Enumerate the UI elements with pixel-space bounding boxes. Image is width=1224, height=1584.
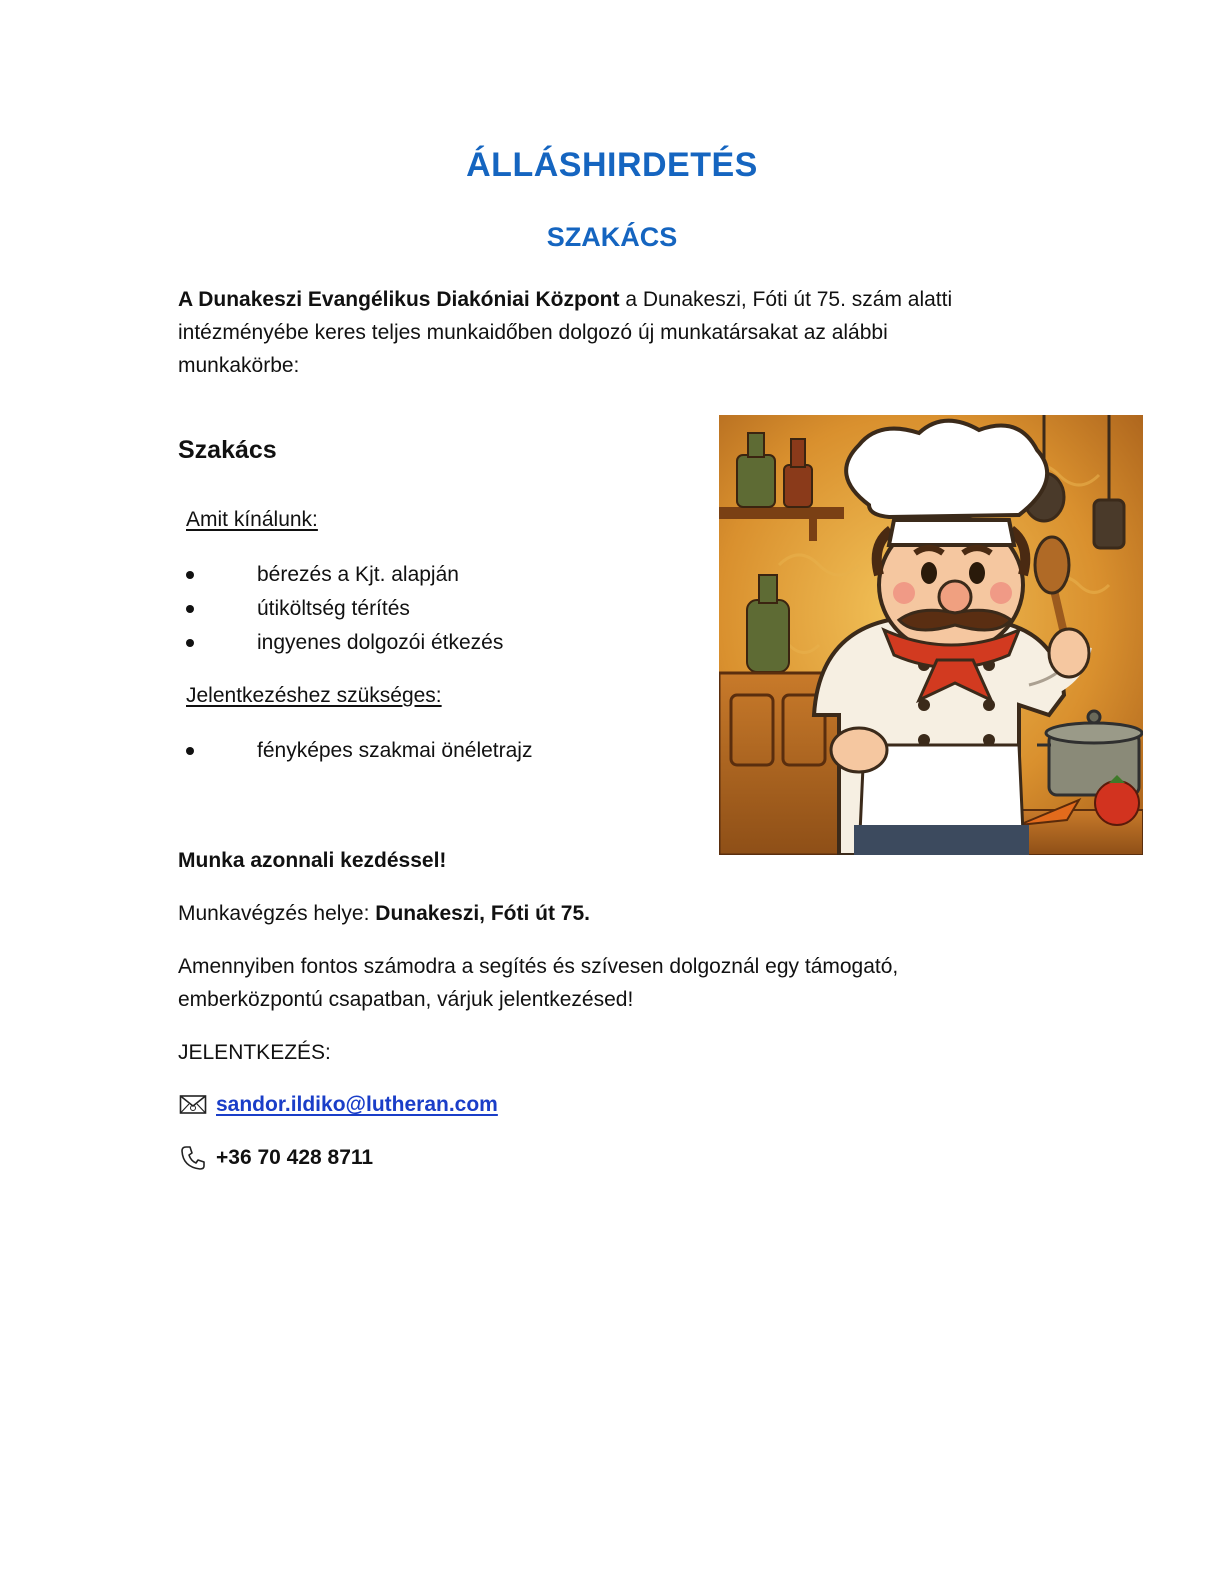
- work-location-value: Dunakeszi, Fóti út 75.: [375, 902, 590, 925]
- bullet-icon: [186, 639, 194, 647]
- work-location: [178, 897, 978, 930]
- position-title: Szakács: [178, 436, 277, 464]
- intro-text: a Dunakeszi, Fóti út 75. szám alatti intézményébe keres teljes munkaidőben dolgozó új munkatársakat az alábbi munkakörbe:: [178, 288, 953, 377]
- offer-heading: Amit kínálunk:: [186, 508, 318, 531]
- email-link[interactable]: sandor.ildiko@lutheran.com: [216, 1093, 498, 1116]
- work-location-label: Munkavégzés helye:: [178, 902, 376, 925]
- page-title: ÁLLÁSHIRDETÉS: [466, 146, 758, 184]
- phone-contact: [178, 1143, 373, 1173]
- phone-icon: [178, 1145, 208, 1171]
- list-item-text: bérezés a Kjt. alapján: [257, 563, 459, 586]
- organization-name: A Dunakeszi Evangélikus Diakóniai Központ: [178, 288, 620, 311]
- phone-number: +36 70 428 8711: [216, 1146, 374, 1169]
- bullet-icon: [186, 747, 194, 755]
- chef-illustration: [719, 415, 1143, 855]
- intro-paragraph: [178, 283, 978, 382]
- list-item-text: útiköltség térítés: [257, 597, 410, 620]
- apply-label: JELENTKEZÉS:: [178, 1041, 331, 1064]
- email-contact: [178, 1090, 498, 1120]
- page-subtitle: SZAKÁCS: [546, 222, 678, 252]
- bullet-icon: [186, 571, 194, 579]
- requirements-heading: Jelentkezéshez szükséges:: [186, 684, 442, 707]
- envelope-icon: [178, 1092, 208, 1118]
- start-note: Munka azonnali kezdéssel!: [178, 849, 447, 872]
- list-item-text: fényképes szakmai önéletrajz: [257, 739, 533, 762]
- closing-paragraph: Amennyiben fontos számodra a segítés és szívesen dolgoznál egy támogató, emberközpontú csapatban, várjuk jelentkezésed!: [178, 955, 899, 1011]
- bullet-icon: [186, 605, 194, 613]
- list-item-text: ingyenes dolgozói étkezés: [257, 631, 504, 654]
